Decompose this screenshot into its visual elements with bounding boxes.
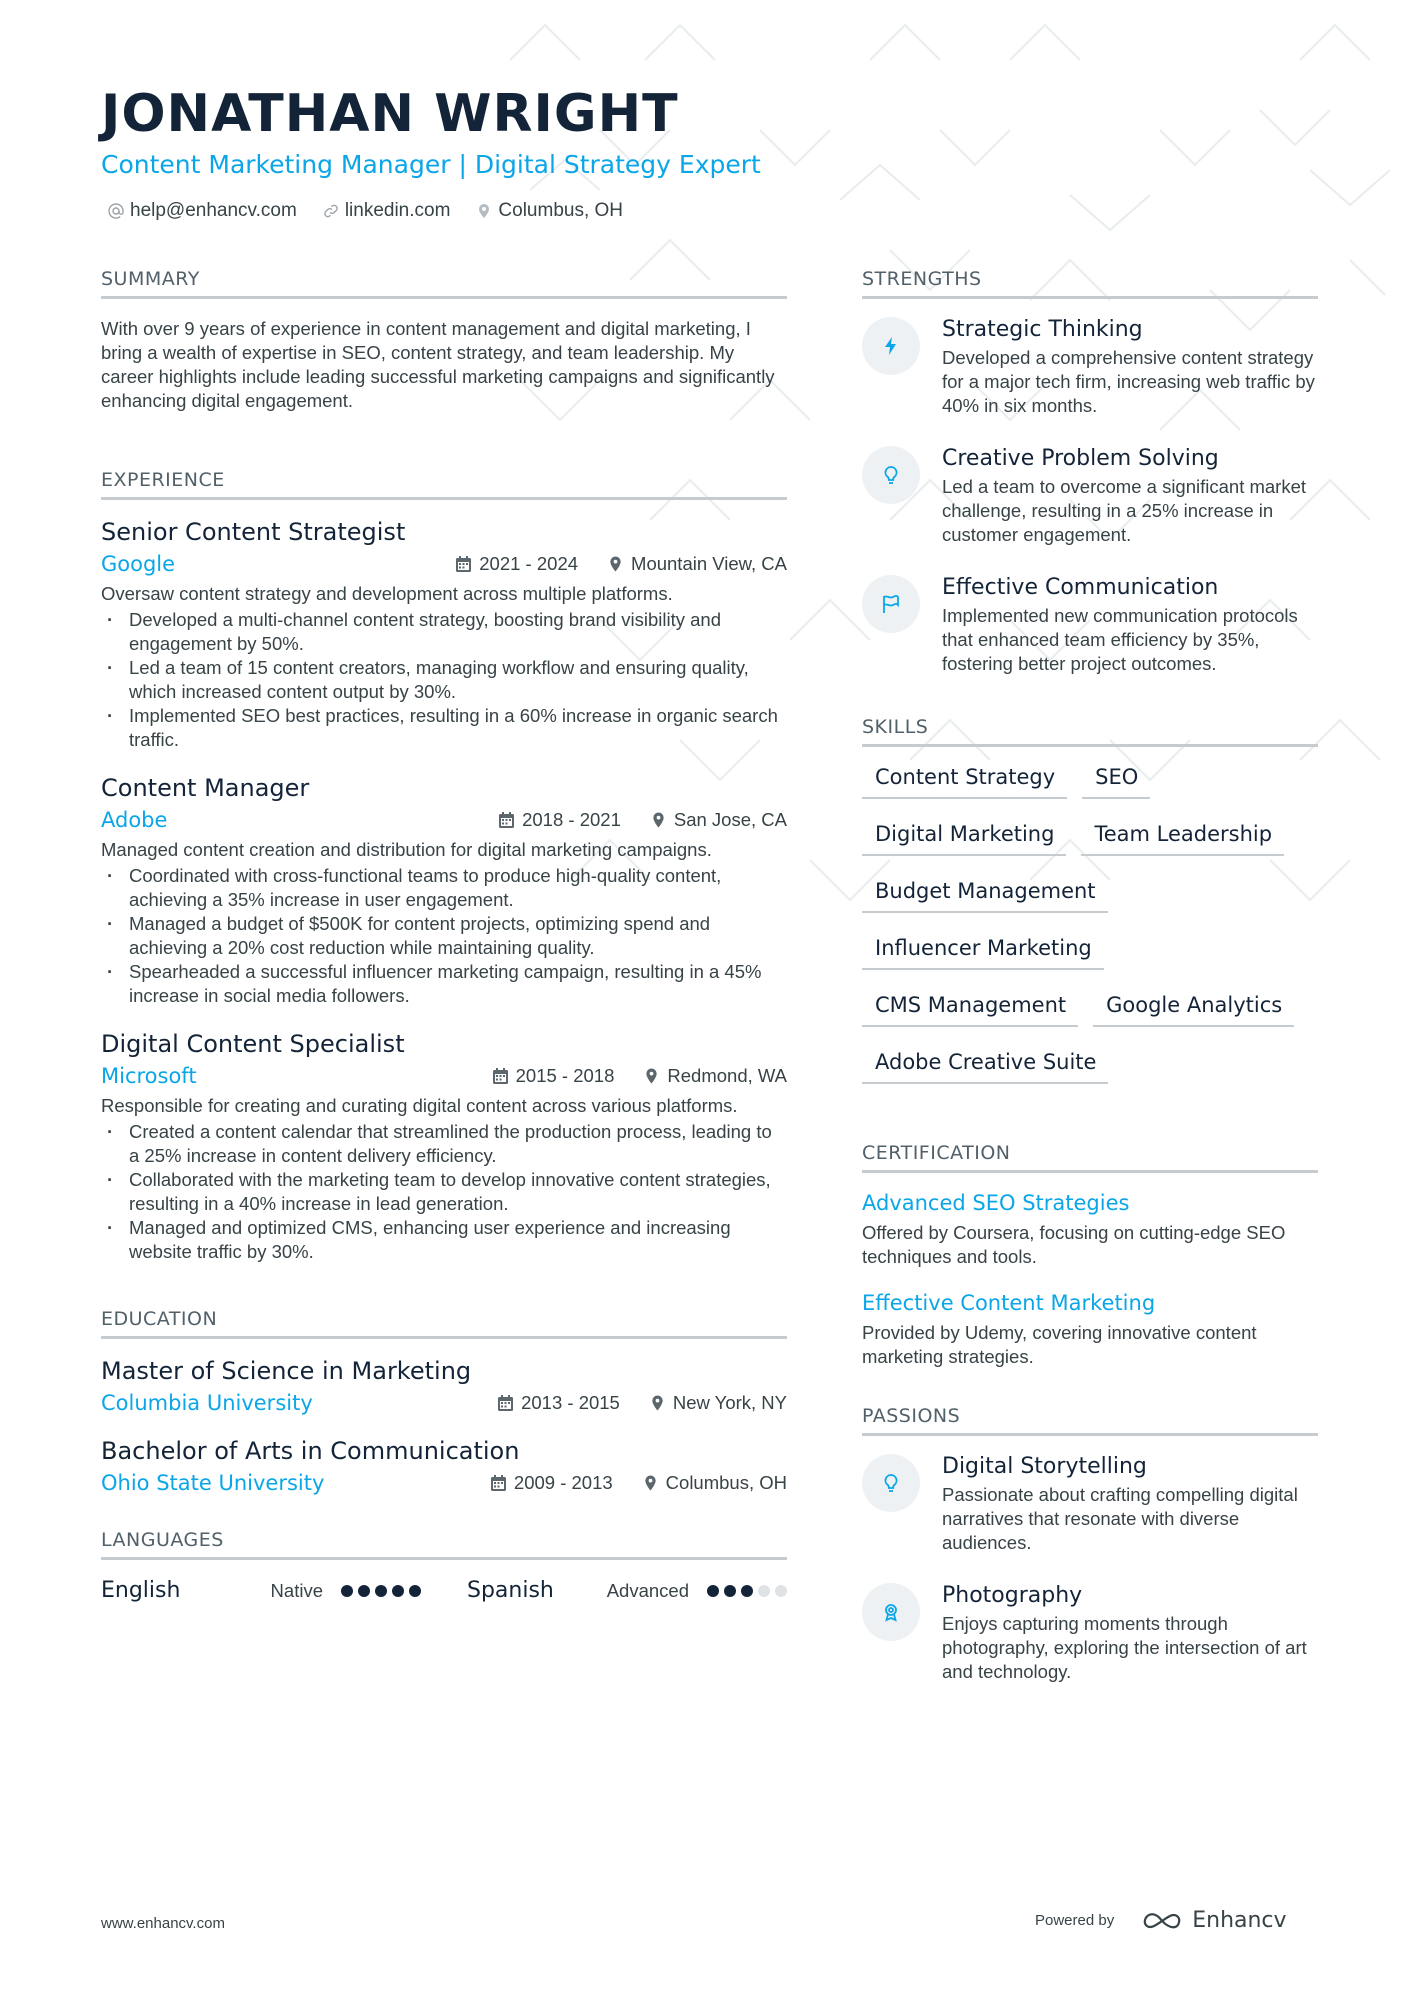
rating-dot (775, 1585, 787, 1597)
job-location (644, 1065, 787, 1087)
job-location (651, 809, 787, 831)
job-bullet: · Created a content calendar that streamlined the production process, leading to a 25% increase in content delivery efficiency. (101, 1120, 787, 1168)
candidate-headline: Content Marketing Manager | Digital Strategy Expert (101, 150, 761, 179)
education-degree: Master of Science in Marketing (101, 1357, 472, 1385)
certification-title: Effective Content Marketing (862, 1291, 1156, 1315)
contact-email[interactable] (108, 200, 297, 222)
link-icon (323, 203, 339, 219)
calendar-icon (493, 1068, 508, 1084)
education-dates (491, 1472, 613, 1494)
candidate-name: JONATHAN WRIGHT (101, 84, 679, 144)
job-dates (456, 553, 578, 575)
education-location-text: New York, NY (672, 1392, 787, 1413)
job-dates (493, 1065, 615, 1087)
education-location (643, 1472, 787, 1494)
calendar-icon (498, 1395, 513, 1411)
strengths-section (862, 268, 1318, 676)
map-pin-icon (650, 1395, 665, 1411)
passion-text: Passionate about crafting compelling digital narratives that resonate with diverse audiences. (942, 1484, 1298, 1553)
certification-entry (862, 1291, 1318, 1369)
skills-section (862, 716, 1318, 1084)
job-description: Oversaw content strategy and development across multiple platforms. (101, 583, 673, 604)
footer-website[interactable]: www.enhancv.com (101, 1915, 225, 1932)
skill-tag: Budget Management (862, 879, 1108, 913)
left-column (101, 268, 787, 1603)
education-location (650, 1392, 787, 1414)
strength-text: Developed a comprehensive content strategy for a major tech firm, increasing web traffic by 40% in six months. (942, 347, 1315, 416)
strength-text: Led a team to overcome a significant market challenge, resulting in a 25% increase in customer engagement. (942, 476, 1307, 545)
rating-dot (409, 1585, 421, 1597)
map-pin-icon (476, 203, 492, 219)
section-title-languages: LANGUAGES (101, 1529, 787, 1560)
job-bullets (101, 1120, 787, 1264)
skill-tag: Team Leadership (1081, 822, 1284, 856)
job-dates-text: 2015 - 2018 (515, 1065, 615, 1086)
job-bullet: · Managed a budget of $500K for content projects, optimizing spend and achieving a 20% cost reduction while maintaining quality. (101, 912, 787, 960)
bolt-icon (880, 335, 902, 357)
skill-tag: Digital Marketing (862, 822, 1066, 856)
job-dates-text: 2021 - 2024 (479, 553, 579, 574)
skill-tag: SEO (1082, 765, 1150, 799)
job-meta (101, 552, 787, 576)
language-rating (341, 1585, 421, 1597)
contact-email-text: help@enhancv.com (130, 200, 297, 221)
job-meta (101, 1064, 787, 1088)
language-rating (707, 1585, 787, 1597)
education-dates-text: 2013 - 2015 (521, 1392, 620, 1413)
map-pin-icon (651, 812, 666, 828)
rating-dot (741, 1585, 753, 1597)
rating-dot (392, 1585, 404, 1597)
strength-title: Strategic Thinking (942, 317, 1143, 342)
job-bullet: · Managed and optimized CMS, enhancing user experience and increasing website traffic by 30%. (101, 1216, 787, 1264)
contact-location (476, 200, 623, 222)
certification-entry (862, 1191, 1318, 1269)
language-entry (467, 1578, 787, 1603)
education-entry (101, 1437, 787, 1495)
rating-dot (758, 1585, 770, 1597)
skill-tag: Adobe Creative Suite (862, 1050, 1108, 1084)
education-school: Columbia University (101, 1391, 313, 1415)
skill-tag: Content Strategy (862, 765, 1067, 799)
contact-location-text: Columbus, OH (498, 200, 624, 221)
contact-linkedin-text: linkedin.com (344, 200, 451, 221)
rating-dot (375, 1585, 387, 1597)
map-pin-icon (644, 1068, 659, 1084)
certification-text: Offered by Coursera, focusing on cutting-edge SEO techniques and tools. (862, 1222, 1286, 1267)
map-pin-icon (608, 556, 623, 572)
language-name: English (101, 1578, 181, 1603)
passion-entry (862, 1454, 1318, 1555)
experience-section (101, 469, 787, 1264)
contact-bar (108, 200, 623, 222)
job-location-text: Mountain View, CA (631, 553, 787, 574)
section-title-experience: EXPERIENCE (101, 469, 787, 500)
rating-dot (724, 1585, 736, 1597)
job-entry (101, 518, 787, 752)
calendar-icon (456, 556, 471, 572)
job-bullets (101, 608, 787, 752)
passion-entry (862, 1583, 1318, 1684)
language-name: Spanish (467, 1578, 554, 1603)
strength-entry (862, 575, 1318, 676)
strength-title: Effective Communication (942, 575, 1219, 600)
skill-tag: CMS Management (862, 993, 1078, 1027)
strength-title: Creative Problem Solving (942, 446, 1219, 471)
section-title-skills: SKILLS (862, 716, 1318, 747)
job-company: Google (101, 552, 176, 576)
strength-text: Implemented new communication protocols that enhanced team efficiency by 35%, fostering better project outcomes. (942, 605, 1298, 674)
job-title: Senior Content Strategist (101, 518, 406, 546)
job-bullet: · Developed a multi-channel content strategy, boosting brand visibility and engagement by 50%. (101, 608, 787, 656)
certification-section (862, 1142, 1318, 1369)
lightbulb-icon (880, 1472, 902, 1494)
job-description: Responsible for creating and curating digital content across various platforms. (101, 1095, 738, 1116)
summary-section (101, 268, 787, 413)
language-level: Native (270, 1579, 323, 1601)
education-dates-text: 2009 - 2013 (513, 1472, 613, 1493)
job-location-text: Redmond, WA (667, 1065, 787, 1086)
section-title-strengths: STRENGTHS (862, 268, 1318, 299)
language-level: Advanced (606, 1579, 689, 1601)
job-description: Managed content creation and distribution for digital marketing campaigns. (101, 839, 712, 860)
footer-branding (1035, 1908, 1287, 1933)
at-icon (108, 203, 124, 219)
education-dates (498, 1392, 620, 1414)
map-pin-icon (643, 1475, 658, 1491)
passions-section (862, 1405, 1318, 1684)
education-location-text: Columbus, OH (665, 1472, 787, 1493)
education-school: Ohio State University (101, 1471, 325, 1495)
job-meta (101, 808, 787, 832)
certification-text: Provided by Udemy, covering innovative content marketing strategies. (862, 1322, 1257, 1367)
skills-list (862, 765, 1318, 1084)
section-title-summary: SUMMARY (101, 268, 787, 299)
brand-logo[interactable] (1140, 1908, 1286, 1933)
skill-tag: Google Analytics (1093, 993, 1294, 1027)
skill-tag: Influencer Marketing (862, 936, 1104, 970)
flag-icon (880, 593, 902, 615)
job-bullet: · Collaborated with the marketing team to develop innovative content strategies, resulting in a 40% increase in lead generation. (101, 1168, 787, 1216)
job-bullet: · Led a team of 15 content creators, managing workflow and ensuring quality, which increased content output by 30%. (101, 656, 787, 704)
section-title-passions: PASSIONS (862, 1405, 1318, 1436)
rating-dot (341, 1585, 353, 1597)
job-dates-text: 2018 - 2021 (522, 809, 621, 830)
job-bullet: · Implemented SEO best practices, resulting in a 60% increase in organic search traffic. (101, 704, 787, 752)
job-bullet: · Coordinated with cross-functional teams to produce high-quality content, achieving a 35% increase in user engagement. (101, 864, 787, 912)
job-company: Microsoft (101, 1064, 197, 1088)
certification-title: Advanced SEO Strategies (862, 1191, 1130, 1215)
contact-linkedin[interactable] (323, 200, 451, 222)
job-title: Digital Content Specialist (101, 1030, 405, 1058)
section-title-certification: CERTIFICATION (862, 1142, 1318, 1173)
infinity-logo-icon (1140, 1910, 1184, 1932)
section-title-education: EDUCATION (101, 1308, 787, 1339)
language-entry (101, 1578, 421, 1603)
job-entry (101, 774, 787, 1008)
right-column (862, 268, 1318, 1712)
job-bullet: · Spearheaded a successful influencer marketing campaign, resulting in a 45% increase in social media followers. (101, 960, 787, 1008)
job-bullets (101, 864, 787, 1008)
brand-name: Enhancv (1192, 1908, 1287, 1933)
rating-dot (707, 1585, 719, 1597)
summary-text: With over 9 years of experience in content management and digital marketing, I bring a wealth of expertise in SEO, content strategy, and team leadership. My career highlights include leading successful marketing campaigns and significantly enhancing digital engagement. (101, 318, 775, 411)
strength-entry (862, 317, 1318, 418)
job-location-text: San Jose, CA (673, 809, 787, 830)
languages-section (101, 1529, 787, 1603)
passion-title: Digital Storytelling (942, 1454, 1147, 1479)
education-degree: Bachelor of Arts in Communication (101, 1437, 520, 1465)
job-entry (101, 1030, 787, 1264)
job-location (608, 553, 787, 575)
job-title: Content Manager (101, 774, 310, 802)
education-section (101, 1308, 787, 1495)
lightbulb-icon (880, 464, 902, 486)
strength-entry (862, 446, 1318, 547)
passion-title: Photography (942, 1583, 1083, 1608)
passion-text: Enjoys capturing moments through photography, exploring the intersection of art and technology. (942, 1613, 1307, 1682)
award-icon (880, 1601, 902, 1623)
job-company: Adobe (101, 808, 168, 832)
calendar-icon (491, 1475, 506, 1491)
rating-dot (358, 1585, 370, 1597)
powered-by-label: Powered by (1035, 1912, 1115, 1929)
education-entry (101, 1357, 787, 1415)
job-dates (499, 809, 621, 831)
calendar-icon (499, 812, 514, 828)
